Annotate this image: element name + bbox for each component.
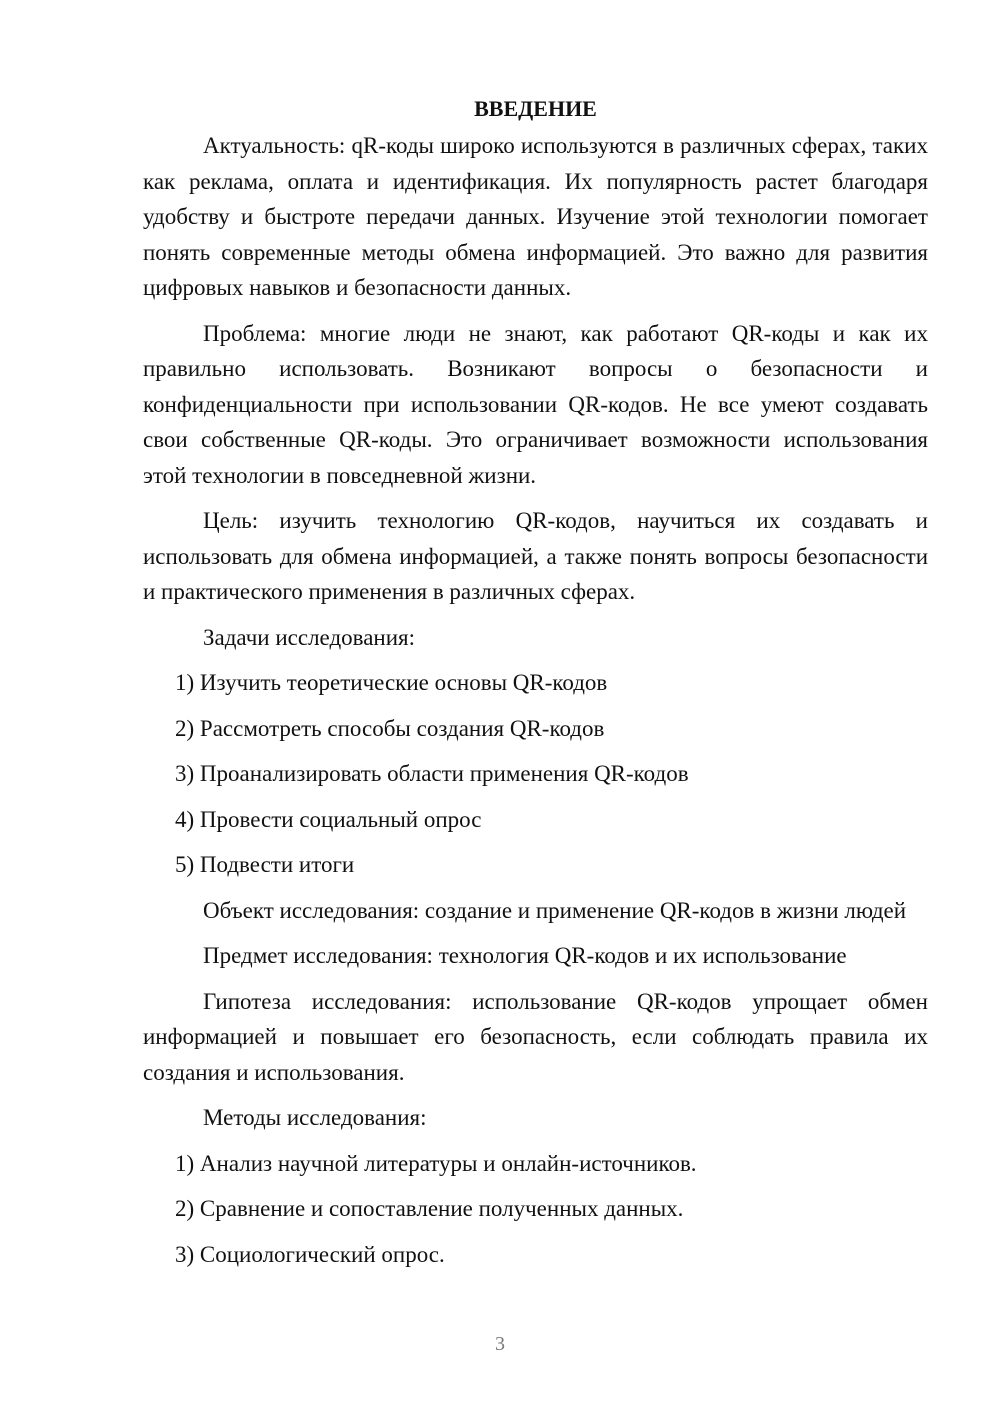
section-title: ВВЕДЕНИЕ <box>474 96 597 121</box>
tasks-label: Задачи исследования: <box>203 624 416 650</box>
methods-label: Методы исследования: <box>203 1105 427 1130</box>
task-item: 2) Рассмотреть способы создания QR-кодов <box>175 715 605 741</box>
method-item: 2) Сравнение и сопоставление полученных данных. <box>175 1196 684 1221</box>
hypothesis-paragraph: Гипотеза исследования: использование QR-кодов упрощает обмен информацией и повышает его безопасность, если соблюдать правила их создания и использования. <box>143 988 928 1085</box>
task-item: 4) Провести социальный опрос <box>175 806 482 832</box>
relevance-paragraph: Актуальность: qR-коды широко используются в различных сферах, таких как реклама, оплата и идентификация. Их популярность растет благодаря удобству и быстроте передачи данных. Изучение этой технологии помогает понять современные методы обмена информацией. Это важно для развития цифровых навыков и безопасности данных. <box>143 133 928 300</box>
task-item: 1) Изучить теоретические основы QR-кодов <box>175 670 608 695</box>
page-number: 3 <box>495 1333 505 1355</box>
goal-paragraph: Цель: изучить технологию QR-кодов, научиться их создавать и использовать для обмена информацией, а также понять вопросы безопасности и практического применения в различных сферах. <box>143 508 928 604</box>
methods-list <box>143 1146 928 1273</box>
object-paragraph: Объект исследования: создание и применение QR-кодов в жизни людей <box>203 897 907 923</box>
task-item: 5) Подвести итоги <box>175 852 355 877</box>
method-item: 1) Анализ научной литературы и онлайн-источников. <box>175 1150 697 1176</box>
subject-paragraph: Предмет исследования: технология QR-кодов и их использование <box>203 943 847 968</box>
task-item: 3) Проанализировать области применения QR-кодов <box>175 761 689 786</box>
document-body <box>143 92 928 1282</box>
method-item: 3) Социологический опрос. <box>175 1241 445 1267</box>
problem-paragraph: Проблема: многие люди не знают, как работают QR-коды и как их правильно использовать. Возникают вопросы о безопасности и конфиденциальности при использовании QR-кодов. Не все умеют создавать свои собственные QR-коды. Это ограничивает возможности использования этой технологии в повседневной жизни. <box>143 320 928 488</box>
tasks-list <box>143 665 928 883</box>
